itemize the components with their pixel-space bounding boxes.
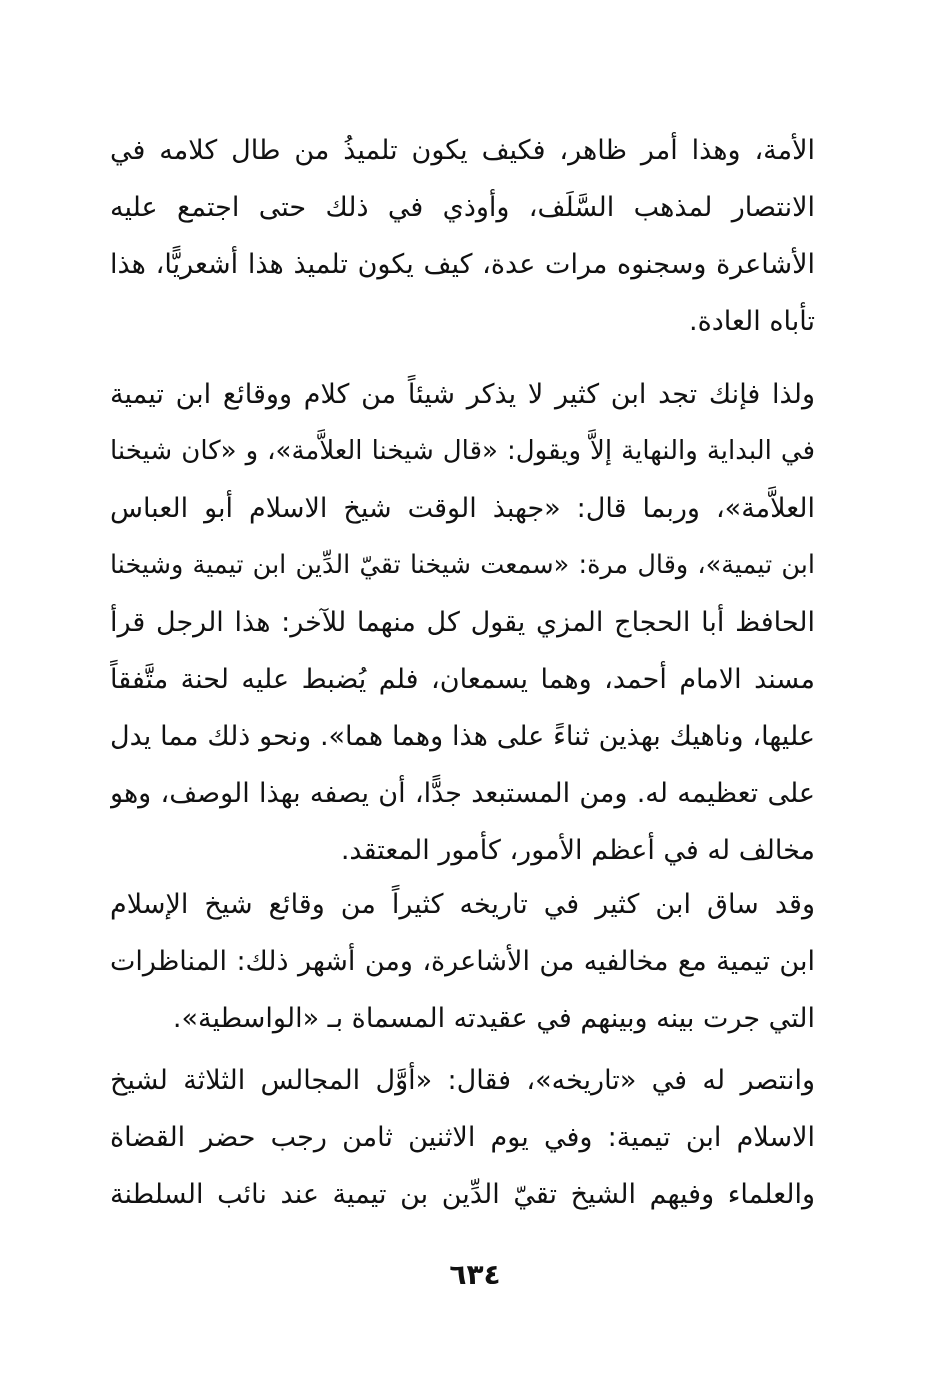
text-line: وانتصر له في «تاريخه»، فقال: «أوَّل المجالس الثلاثة لشيخ	[110, 1065, 815, 1096]
text-line: عليها، وناهيك بهذين ثناءً على هذا وهما هما». ونحو ذلك مما يدل	[110, 721, 815, 752]
text-line: الحافظ أبا الحجاج المزي يقول كل منهما للآخر: هذا الرجل قرأ	[110, 607, 815, 638]
paragraph-1	[110, 122, 815, 350]
text-line: مخالف له في أعظم الأمور، كأمور المعتقد.	[340, 835, 815, 866]
text-line: في البداية والنهاية إلاَّ ويقول: «قال شيخنا العلاَّمة»، و «كان شيخنا	[110, 436, 815, 466]
text-line: على تعظيمه له. ومن المستبعد جدًّا، أن يصفه بهذا الوصف، وهو	[110, 778, 815, 809]
text-line: الأمة، وهذا أمر ظاهر، فكيف يكون تلميذُ من طال كلامه في	[110, 135, 815, 166]
text-line: الاسلام ابن تيمية: وفي يوم الاثنين ثامن رجب حضر القضاة	[110, 1122, 815, 1153]
text-line: مسند الامام أحمد، وهما يسمعان، فلم يُضبط عليه لحنة متَّفقاً	[110, 664, 815, 695]
text-line: الأشاعرة وسجنوه مرات عدة، كيف يكون تلميذ هذا أشعريًّا، هذا	[110, 249, 815, 280]
text-line: ابن تيمية مع مخالفيه من الأشاعرة، ومن أشهر ذلك: المناظرات	[110, 946, 815, 977]
paragraph-4	[110, 1052, 815, 1223]
paragraph-2	[110, 366, 815, 879]
text-line: ابن تيمية»، وقال مرة: «سمعت شيخنا تقيّ الدِّين ابن تيمية وشيخنا	[110, 550, 815, 580]
text-line: العلاَّمة»، وربما قال: «جهبذ الوقت شيخ الاسلام أبو العباس	[110, 493, 815, 524]
text-line: تأباه العادة.	[689, 306, 815, 337]
text-line: التي جرت بينه وبينهم في عقيدته المسماة بـ «الواسطية».	[172, 1003, 815, 1034]
text-line: ولذا فإنك تجد ابن كثير لا يذكر شيئاً من كلام ووقائع ابن تيمية	[110, 379, 815, 410]
text-line: وقد ساق ابن كثير في تاريخه كثيراً من وقائع شيخ الإسلام	[110, 889, 815, 920]
text-line: الانتصار لمذهب السَّلَف، وأوذي في ذلك حتى اجتمع عليه	[110, 192, 815, 223]
page-number: ٦٣٤	[449, 1258, 501, 1291]
text-line: والعلماء وفيهم الشيخ تقيّ الدِّين بن تيمية عند نائب السلطنة	[110, 1179, 815, 1210]
paragraph-3	[110, 876, 815, 1047]
